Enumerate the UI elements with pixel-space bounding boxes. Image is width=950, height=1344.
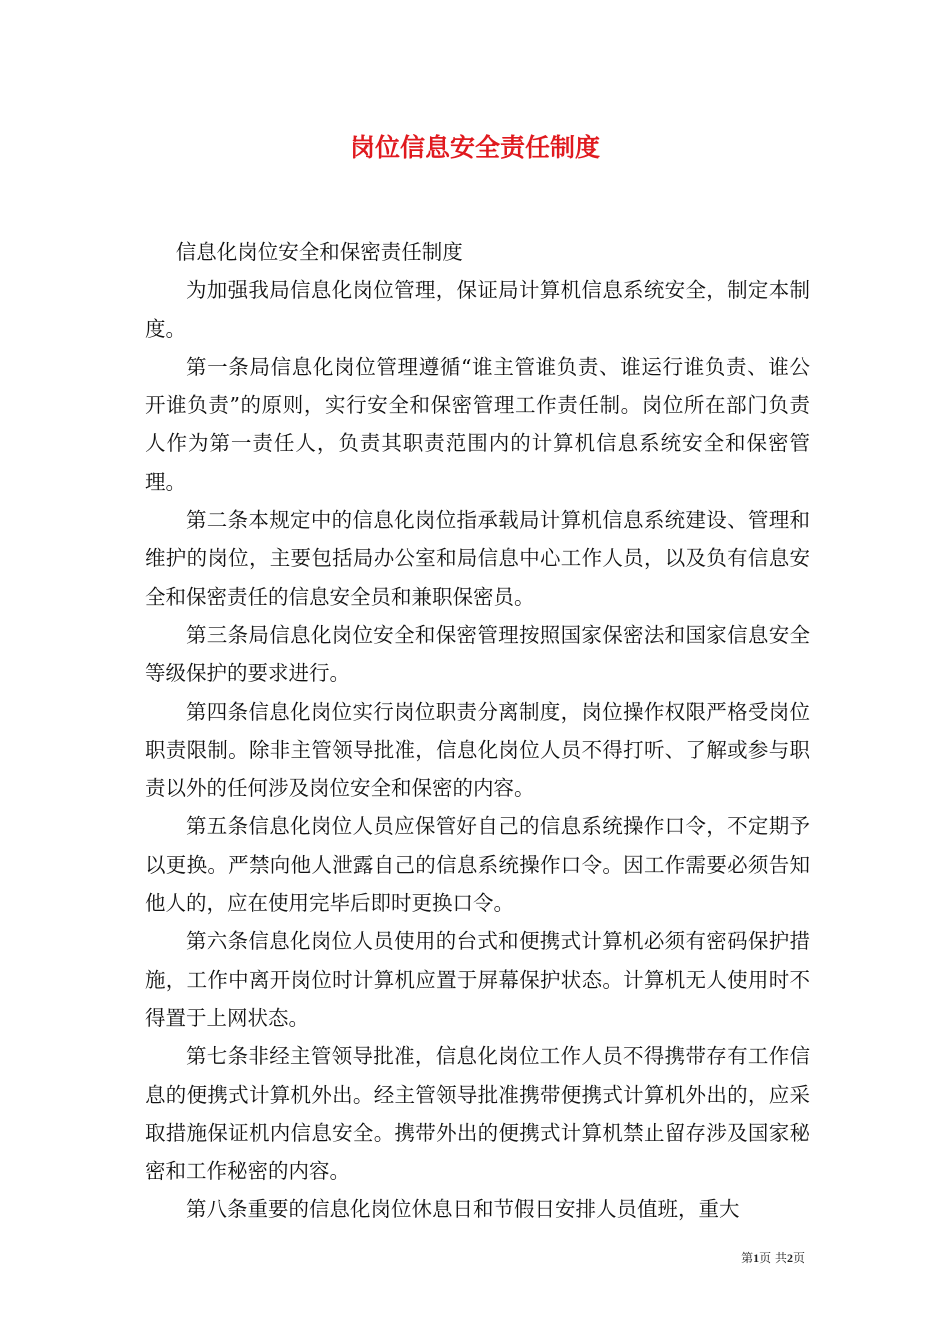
footer-suffix: 页 xyxy=(792,1251,805,1265)
paragraph-article-5: 第五条信息化岗位人员应保管好自己的信息系统操作口令，不定期予以更换。严禁向他人泄露自己的信息系统操作口令。因工作需要必须告知他人的，应在使用完毕后即时更换口令。 xyxy=(145,814,810,916)
footer-current-page: 1 xyxy=(753,1251,760,1265)
paragraph-article-6: 第六条信息化岗位人员使用的台式和便携式计算机必须有密码保护措施，工作中离开岗位时计算机应置于屏幕保护状态。计算机无人使用时不得置于上网状态。 xyxy=(145,929,810,1030)
document-subtitle: 信息化岗位安全和保密责任制度 xyxy=(175,240,463,264)
paragraph-article-8: 第八条重要的信息化岗位休息日和节假日安排人员值班，重大 xyxy=(186,1197,740,1222)
page-footer xyxy=(0,1250,805,1266)
footer-middle: 页 共 xyxy=(759,1251,787,1265)
footer-total-pages: 2 xyxy=(786,1251,793,1265)
paragraph-article-1: 第一条局信息化岗位管理遵循“谁主管谁负责、谁运行谁负责、谁公开谁负责”的原则，实行安全和保密管理工作责任制。岗位所在部门负责人作为第一责任人，负责其职责范围内的计算机信息系统安全和保密管理。 xyxy=(145,354,810,494)
paragraph-article-7: 第七条非经主管领导批准，信息化岗位工作人员不得携带存有工作信息的便携式计算机外出。经主管领导批准携带便携式计算机外出的，应采取措施保证机内信息安全。携带外出的便携式计算机禁止留存涉及国家秘密和工作秘密的内容。 xyxy=(145,1044,810,1184)
paragraph-article-2: 第二条本规定中的信息化岗位指承载局计算机信息系统建设、管理和维护的岗位，主要包括局办公室和局信息中心工作人员，以及负有信息安全和保密责任的信息安全员和兼职保密员。 xyxy=(145,508,810,609)
paragraph-article-3: 第三条局信息化岗位安全和保密管理按照国家保密法和国家信息安全等级保护的要求进行。 xyxy=(145,622,810,686)
paragraph-preamble: 为加强我局信息化岗位管理，保证局计算机信息系统安全，制定本制度。 xyxy=(145,278,810,341)
document-title: 岗位信息安全责任制度 xyxy=(349,133,600,162)
paragraph-article-4: 第四条信息化岗位实行岗位职责分离制度，岗位操作权限严格受岗位职责限制。除非主管领导批准，信息化岗位人员不得打听、了解或参与职责以外的任何涉及岗位安全和保密的内容。 xyxy=(145,699,810,801)
document-body xyxy=(145,233,810,1229)
footer-prefix: 第 xyxy=(741,1251,754,1265)
